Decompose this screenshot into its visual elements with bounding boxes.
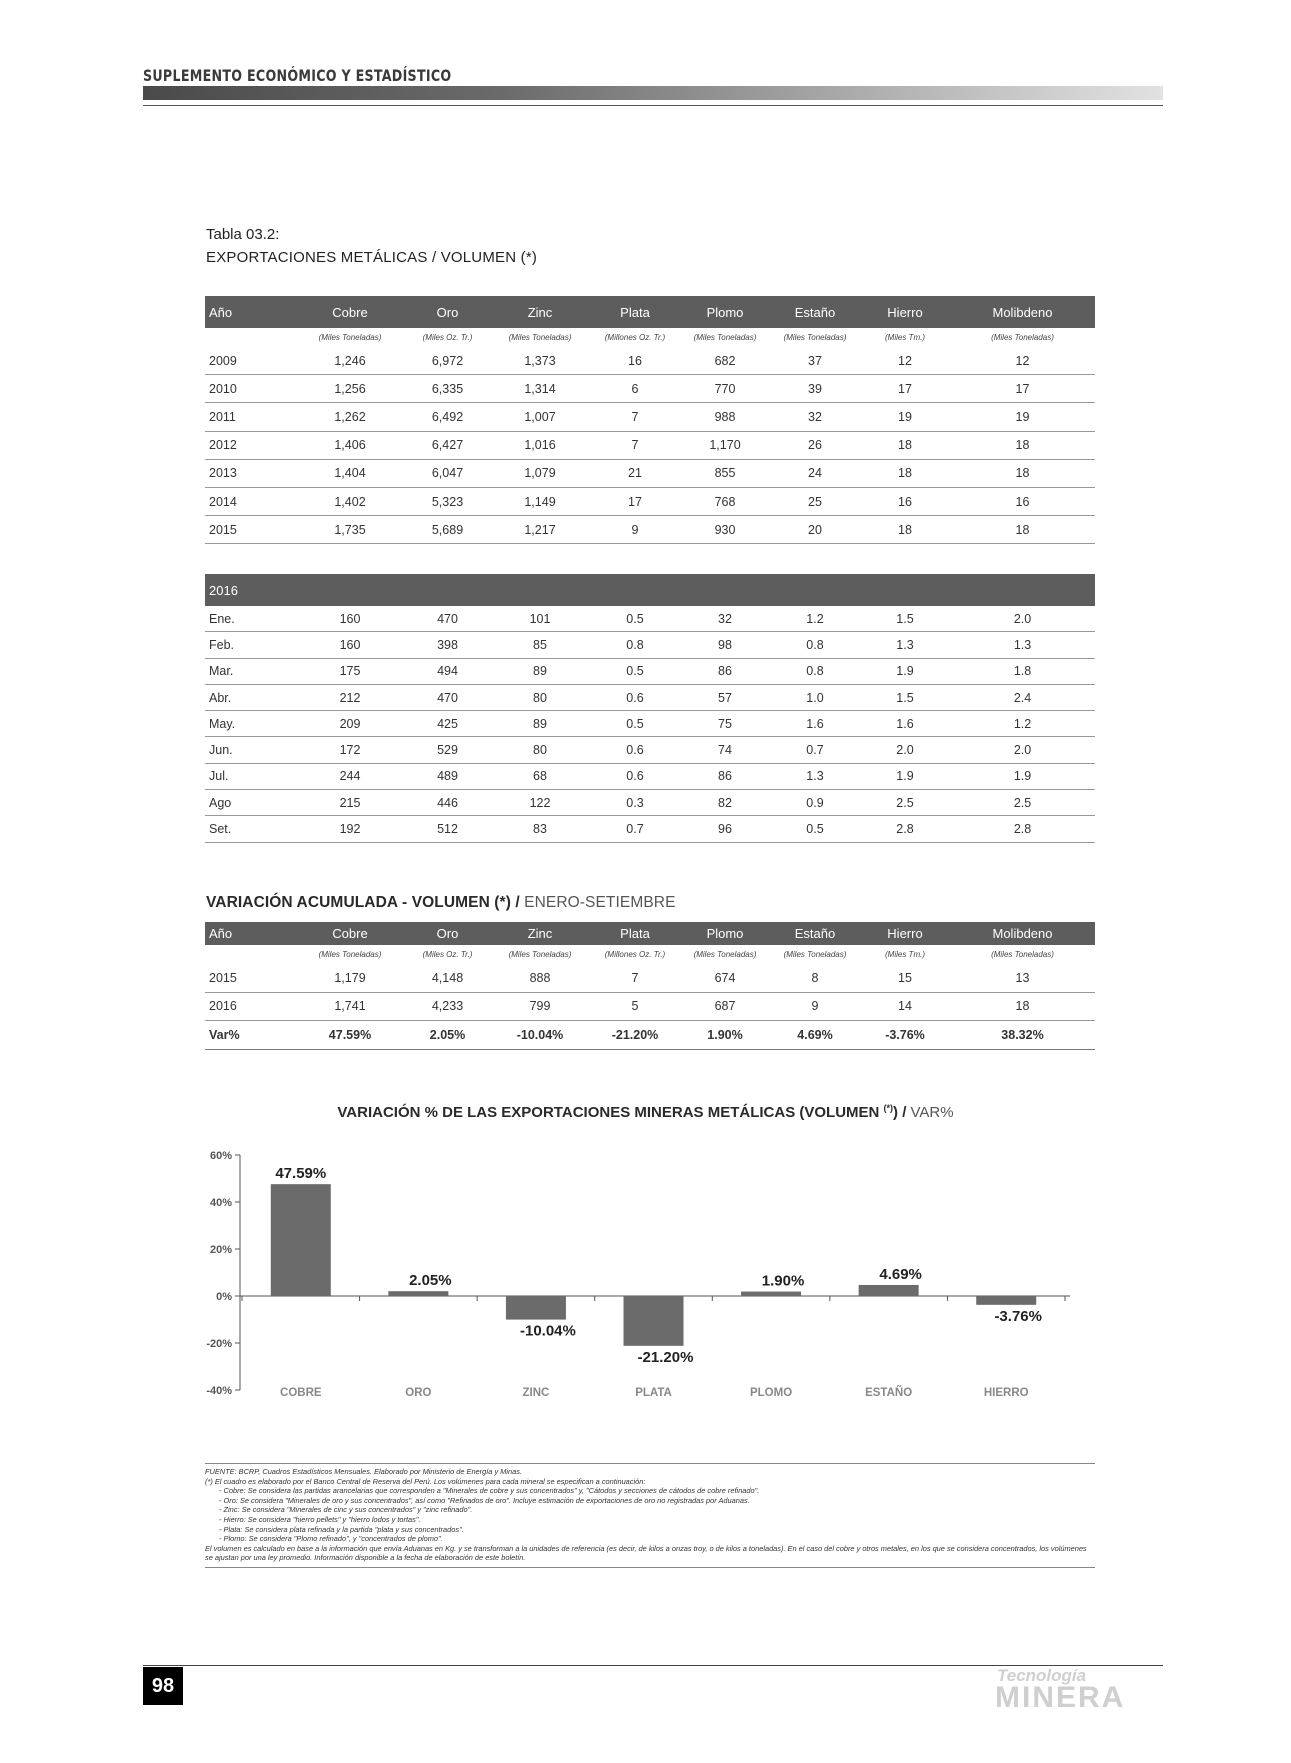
header-gradient-bar: [143, 86, 1163, 100]
variation-bar-chart: [195, 1140, 1095, 1425]
table-cell: 2.0: [950, 737, 1095, 763]
table-cell: 18: [950, 516, 1095, 544]
table-cell: 7: [590, 403, 680, 431]
table-cell: 682: [680, 347, 770, 375]
table-cell: 1,007: [490, 403, 590, 431]
data-label: 2.05%: [409, 1272, 452, 1290]
table-cell: 1,016: [490, 431, 590, 459]
table-cell: 6,972: [405, 347, 490, 375]
table-cell: 1.2: [770, 606, 860, 632]
y-tick-label: 40%: [209, 1197, 232, 1209]
monthly-row: [205, 632, 1095, 658]
table-cell: 18: [860, 431, 950, 459]
table-cell: 1.6: [860, 711, 950, 737]
table-cell: 1.8: [950, 658, 1095, 684]
bar-plomo: [741, 1292, 801, 1296]
table-cell: 1,404: [295, 459, 405, 487]
table-cell: 1,406: [295, 431, 405, 459]
table-cell: 1,246: [295, 347, 405, 375]
table-cell: 0.8: [590, 632, 680, 658]
table-cell: 0.7: [590, 816, 680, 842]
table-cell: 888: [490, 964, 590, 992]
table-cell: 89: [490, 658, 590, 684]
table-cell: 80: [490, 737, 590, 763]
table-cell: 494: [405, 658, 490, 684]
monthly-row: [205, 816, 1095, 842]
chart-title-asterisk: (*): [883, 1103, 894, 1113]
annual-row: [205, 347, 1095, 375]
table-cell: 18: [950, 992, 1095, 1021]
table-cell: 930: [680, 516, 770, 544]
logo-line-2: MINERA: [995, 1681, 1126, 1714]
table-cell: 2010: [205, 375, 295, 403]
table-cell: 5,323: [405, 487, 490, 515]
table-cell: 2009: [205, 347, 295, 375]
table-cell: 12: [860, 347, 950, 375]
table-cell: 96: [680, 816, 770, 842]
table-cell: 13: [950, 964, 1095, 992]
table-cell: 470: [405, 684, 490, 710]
table-cell: 1.9: [950, 763, 1095, 789]
table-cell: 215: [295, 790, 405, 816]
chart-title-var: VAR%: [910, 1104, 954, 1121]
monthly-year-header: 2016: [205, 574, 1095, 606]
monthly-2016-table: [205, 574, 1095, 843]
table-cell: 0.8: [770, 632, 860, 658]
table-cell: 1,314: [490, 375, 590, 403]
table-cell: 244: [295, 763, 405, 789]
table-cell: Ago: [205, 790, 295, 816]
monthly-row: [205, 711, 1095, 737]
annual-row: [205, 487, 1095, 515]
table-cell: 799: [490, 992, 590, 1021]
table-cell: 85: [490, 632, 590, 658]
annual-exports-table: [205, 296, 1095, 544]
monthly-row: [205, 790, 1095, 816]
table-cell: 6,047: [405, 459, 490, 487]
table-cell: 1.9: [860, 658, 950, 684]
table-cell: 0.5: [590, 606, 680, 632]
table-cell: -10.04%: [490, 1021, 590, 1050]
table-cell: 18: [860, 459, 950, 487]
table-cell: Feb.: [205, 632, 295, 658]
table-cell: 1.90%: [680, 1021, 770, 1050]
data-label: 47.59%: [275, 1165, 327, 1183]
unit-label: (Miles Tm.): [885, 950, 925, 959]
table-cell: 172: [295, 737, 405, 763]
monthly-row: [205, 606, 1095, 632]
unit-label: (Miles Oz. Tr.): [422, 333, 473, 342]
bar-oro: [388, 1291, 448, 1296]
unit-label: (Miles Toneladas): [508, 950, 572, 959]
table-cell: 75: [680, 711, 770, 737]
table-cell: 18: [860, 516, 950, 544]
footnote-item: - Hierro: Se considera "hierro pellets" y "hierro lodos y tortas".: [219, 1514, 421, 1524]
variation-column-header: Plata: [590, 922, 680, 945]
table-cell: 489: [405, 763, 490, 789]
footnote-item: - Oro: Se considera "Minerales de oro y sus concentrados", así como "Refinados de oro". Incluye estimación de exportaciones de oro no registradas por Aduanas.: [219, 1495, 750, 1505]
table-number: Tabla 03.2:: [206, 226, 280, 243]
table-cell: 2013: [205, 459, 295, 487]
table-cell: 768: [680, 487, 770, 515]
unit-label: [205, 945, 295, 964]
table-cell: 68: [490, 763, 590, 789]
table-cell: 101: [490, 606, 590, 632]
logo-line-1: Tecnología: [997, 1666, 1087, 1685]
table-cell: 674: [680, 964, 770, 992]
chart-title-main: VARIACIÓN % DE LAS EXPORTACIONES MINERAS METÁLICAS (VOLUMEN: [337, 1104, 884, 1121]
table-cell: 529: [405, 737, 490, 763]
monthly-row: [205, 658, 1095, 684]
chart-title: [0, 1103, 1291, 1121]
table-cell: 1.3: [860, 632, 950, 658]
y-tick-label: 60%: [209, 1150, 232, 1162]
table-cell: 160: [295, 606, 405, 632]
table-cell: Jun.: [205, 737, 295, 763]
publication-logo: [995, 1668, 1125, 1712]
y-tick-label: -20%: [206, 1338, 232, 1350]
table-cell: -3.76%: [860, 1021, 950, 1050]
unit-label: (Miles Toneladas): [693, 333, 757, 342]
table-cell: 1,217: [490, 516, 590, 544]
table-cell: 2.5: [860, 790, 950, 816]
table-cell: 5: [590, 992, 680, 1021]
table-cell: Ene.: [205, 606, 295, 632]
variation-column-header: Estaño: [770, 922, 860, 945]
footnote-item: - Plomo: Se considera "Plomo refinado", y "concentrados de plomo".: [219, 1534, 443, 1544]
annual-units-row: [205, 328, 1095, 347]
table-cell: 1,402: [295, 487, 405, 515]
annual-column-header: Plata: [590, 296, 680, 328]
category-label: PLATA: [635, 1387, 672, 1399]
data-label: 1.90%: [761, 1272, 805, 1290]
table-cell: 1.2: [950, 711, 1095, 737]
table-cell: 18: [950, 431, 1095, 459]
table-cell: 17: [860, 375, 950, 403]
table-cell: Abr.: [205, 684, 295, 710]
table-cell: 2016: [205, 992, 295, 1021]
variation-units-row: [205, 945, 1095, 964]
table-cell: 32: [770, 403, 860, 431]
unit-label: (Miles Toneladas): [783, 333, 847, 342]
data-label: -10.04%: [519, 1322, 576, 1340]
header-title: SUPLEMENTO ECONÓMICO Y ESTADÍSTICO: [143, 66, 452, 85]
table-cell: 4,233: [405, 992, 490, 1021]
table-cell: 446: [405, 790, 490, 816]
monthly-row: [205, 763, 1095, 789]
unit-label: (Miles Toneladas): [693, 950, 757, 959]
variation-row: [205, 992, 1095, 1021]
table-cell: 0.6: [590, 684, 680, 710]
category-label: HIERRO: [983, 1387, 1029, 1399]
table-cell: 2012: [205, 431, 295, 459]
table-cell: 1,262: [295, 403, 405, 431]
table-cell: 0.7: [770, 737, 860, 763]
table-cell: 24: [770, 459, 860, 487]
annual-column-header: Año: [205, 296, 295, 328]
table-cell: 83: [490, 816, 590, 842]
table-cell: 0.9: [770, 790, 860, 816]
table-cell: 98: [680, 632, 770, 658]
table-cell: 2011: [205, 403, 295, 431]
table-cell: 82: [680, 790, 770, 816]
table-cell: 1.9: [860, 763, 950, 789]
table-cell: 4.69%: [770, 1021, 860, 1050]
annual-column-header: Estaño: [770, 296, 860, 328]
table-cell: 175: [295, 658, 405, 684]
table-cell: 1,170: [680, 431, 770, 459]
table-cell: 19: [950, 403, 1095, 431]
category-label: ESTAÑO: [865, 1387, 913, 1399]
table-cell: 0.6: [590, 737, 680, 763]
table-cell: 1.3: [950, 632, 1095, 658]
annual-column-header: Oro: [405, 296, 490, 328]
annual-row: [205, 403, 1095, 431]
variation-row: [205, 964, 1095, 992]
variation-column-header: Hierro: [860, 922, 950, 945]
monthly-row: [205, 737, 1095, 763]
table-cell: 5,689: [405, 516, 490, 544]
monthly-row: [205, 684, 1095, 710]
table-cell: 988: [680, 403, 770, 431]
table-cell: 37: [770, 347, 860, 375]
table-cell: 2.0: [860, 737, 950, 763]
table-cell: 32: [680, 606, 770, 632]
table-cell: 1,373: [490, 347, 590, 375]
table-cell: 25: [770, 487, 860, 515]
table-cell: 7: [590, 431, 680, 459]
annual-column-header: Molibdeno: [950, 296, 1095, 328]
bar-hierro: [976, 1296, 1036, 1305]
table-cell: 1.5: [860, 606, 950, 632]
table-cell: 1.3: [770, 763, 860, 789]
table-cell: 1,079: [490, 459, 590, 487]
table-cell: 86: [680, 763, 770, 789]
unit-label: (Miles Toneladas): [783, 950, 847, 959]
footnote-item: - Zinc: Se considera "Minerales de cinc y sus concentrados" y "zinc refinado".: [219, 1505, 473, 1515]
table-cell: 86: [680, 658, 770, 684]
table-cell: 9: [770, 992, 860, 1021]
footnote-closing: El volumen es calculado en base a la información que envía Aduanas en Kg. y se transforman a la unidades de referencia (es decir, de kilos a onzas troy, o de kilos a toneladas). En el caso del cobre y otros metales, en los que se considera concentrados, los volúmenes se ajustan por una ley promedio. Información disponible a la fecha de elaboración de este boletín.: [205, 1543, 1087, 1563]
table-cell: 9: [590, 516, 680, 544]
table-cell: 425: [405, 711, 490, 737]
table-cell: 2.8: [950, 816, 1095, 842]
category-label: ORO: [405, 1387, 432, 1399]
table-cell: 14: [860, 992, 950, 1021]
table-cell: 0.5: [770, 816, 860, 842]
table-cell: 2.4: [950, 684, 1095, 710]
table-cell: 512: [405, 816, 490, 842]
table-cell: 7: [590, 964, 680, 992]
table-cell: Set.: [205, 816, 295, 842]
table-cell: 2.5: [950, 790, 1095, 816]
table-cell: 192: [295, 816, 405, 842]
table-cell: 1.6: [770, 711, 860, 737]
category-label: COBRE: [280, 1387, 322, 1399]
variation-title-main: VARIACIÓN ACUMULADA - VOLUMEN (*) /: [206, 894, 525, 911]
table-cell: 2.05%: [405, 1021, 490, 1050]
table-cell: 6,427: [405, 431, 490, 459]
footnote-note: (*) El cuadro es elaborado por el Banco Central de Reserva del Perú. Los volúmenes para cada mineral se especifican a continuación:: [205, 1476, 646, 1486]
table-cell: Mar.: [205, 658, 295, 684]
table-title: EXPORTACIONES METÁLICAS / VOLUMEN (*): [206, 249, 538, 266]
table-cell: 0.6: [590, 763, 680, 789]
footnote-item: - Cobre: Se considera las partidas arancelarias que corresponden a "Minerales de cobre y sus concentrados" y, "Cátodos y secciones de cátodos de cobre refinado".: [219, 1486, 760, 1496]
table-cell: 16: [950, 487, 1095, 515]
table-cell: 18: [950, 459, 1095, 487]
table-cell: 1,256: [295, 375, 405, 403]
table-cell: 38.32%: [950, 1021, 1095, 1050]
bar-zinc: [506, 1296, 566, 1320]
table-cell: 398: [405, 632, 490, 658]
table-cell: 26: [770, 431, 860, 459]
footnotes: [205, 1463, 1095, 1568]
table-cell: 39: [770, 375, 860, 403]
unit-label: (Miles Toneladas): [991, 333, 1054, 342]
annual-column-header: Cobre: [295, 296, 405, 328]
variation-percent-row: [205, 1021, 1095, 1050]
unit-label: (Miles Toneladas): [508, 333, 572, 342]
table-cell: 122: [490, 790, 590, 816]
cumulative-variation-table: [205, 922, 1095, 1050]
bar-plata: [624, 1296, 684, 1346]
variation-column-header: Zinc: [490, 922, 590, 945]
category-label: ZINC: [522, 1387, 550, 1399]
unit-label: (Miles Tm.): [885, 333, 925, 342]
unit-label: [205, 328, 295, 347]
table-cell: 12: [950, 347, 1095, 375]
table-cell: 17: [950, 375, 1095, 403]
category-label: PLOMO: [749, 1387, 793, 1399]
bar-estaño: [859, 1285, 919, 1296]
table-cell: 80: [490, 684, 590, 710]
data-label: -3.76%: [994, 1307, 1042, 1325]
table-cell: 1,149: [490, 487, 590, 515]
annual-column-header: Zinc: [490, 296, 590, 328]
table-cell: 0.5: [590, 658, 680, 684]
page-number: 98: [143, 1667, 183, 1705]
table-cell: 16: [590, 347, 680, 375]
table-cell: 212: [295, 684, 405, 710]
variation-column-header: Molibdeno: [950, 922, 1095, 945]
annual-column-header: Hierro: [860, 296, 950, 328]
variation-column-header: Año: [205, 922, 295, 945]
unit-label: (Miles Toneladas): [991, 950, 1054, 959]
y-tick-label: 0%: [216, 1291, 232, 1303]
annual-column-header: Plomo: [680, 296, 770, 328]
footnote-source: FUENTE: BCRP, Cuadros Estadísticos Mensuales. Elaborado por Ministerio de Energía y Minas.: [205, 1467, 522, 1476]
variation-title: [206, 894, 676, 912]
table-cell: 6,335: [405, 375, 490, 403]
bar-cobre: [271, 1184, 331, 1296]
table-cell: 0.5: [590, 711, 680, 737]
annual-row: [205, 516, 1095, 544]
table-cell: 19: [860, 403, 950, 431]
variation-column-header: Oro: [405, 922, 490, 945]
variation-title-period: ENERO-SETIEMBRE: [524, 894, 676, 911]
table-cell: 470: [405, 606, 490, 632]
table-cell: 6: [590, 375, 680, 403]
table-cell: 1.5: [860, 684, 950, 710]
footnote-item: - Plata: Se considera plata refinada y la partida "plata y sus concentrados".: [219, 1524, 464, 1534]
table-cell: Jul.: [205, 763, 295, 789]
table-cell: 57: [680, 684, 770, 710]
table-cell: 16: [860, 487, 950, 515]
table-cell: 1,735: [295, 516, 405, 544]
unit-label: (Miles Oz. Tr.): [422, 950, 473, 959]
table-cell: 770: [680, 375, 770, 403]
table-cell: 1,741: [295, 992, 405, 1021]
table-cell: 8: [770, 964, 860, 992]
unit-label: (Millones Oz. Tr.): [604, 950, 666, 959]
table-cell: 17: [590, 487, 680, 515]
unit-label: (Miles Toneladas): [318, 333, 382, 342]
annual-row: [205, 459, 1095, 487]
table-cell: 2.8: [860, 816, 950, 842]
table-cell: 687: [680, 992, 770, 1021]
table-cell: 74: [680, 737, 770, 763]
unit-label: (Millones Oz. Tr.): [604, 333, 666, 342]
header-rule: [143, 105, 1163, 106]
table-cell: 2014: [205, 487, 295, 515]
data-label: -21.20%: [637, 1348, 694, 1366]
table-cell: 20: [770, 516, 860, 544]
table-cell: 209: [295, 711, 405, 737]
table-cell: 47.59%: [295, 1021, 405, 1050]
table-cell: 2.0: [950, 606, 1095, 632]
table-cell: 6,492: [405, 403, 490, 431]
table-cell: 1,179: [295, 964, 405, 992]
table-cell: 4,148: [405, 964, 490, 992]
chart-title-close: ) /: [893, 1104, 911, 1121]
table-cell: 89: [490, 711, 590, 737]
table-cell: 2015: [205, 516, 295, 544]
table-cell: 15: [860, 964, 950, 992]
y-tick-label: -40%: [206, 1385, 232, 1397]
table-cell: -21.20%: [590, 1021, 680, 1050]
variation-column-header: Cobre: [295, 922, 405, 945]
table-cell: 160: [295, 632, 405, 658]
annual-row: [205, 375, 1095, 403]
table-cell: 2015: [205, 964, 295, 992]
table-cell: May.: [205, 711, 295, 737]
table-cell: 1.0: [770, 684, 860, 710]
table-cell: 0.3: [590, 790, 680, 816]
annual-row: [205, 431, 1095, 459]
table-cell: 855: [680, 459, 770, 487]
variation-column-header: Plomo: [680, 922, 770, 945]
unit-label: (Miles Toneladas): [318, 950, 382, 959]
data-label: 4.69%: [879, 1265, 922, 1283]
y-tick-label: 20%: [209, 1244, 232, 1256]
table-cell: 0.8: [770, 658, 860, 684]
table-cell: Var%: [205, 1021, 295, 1050]
table-cell: 21: [590, 459, 680, 487]
